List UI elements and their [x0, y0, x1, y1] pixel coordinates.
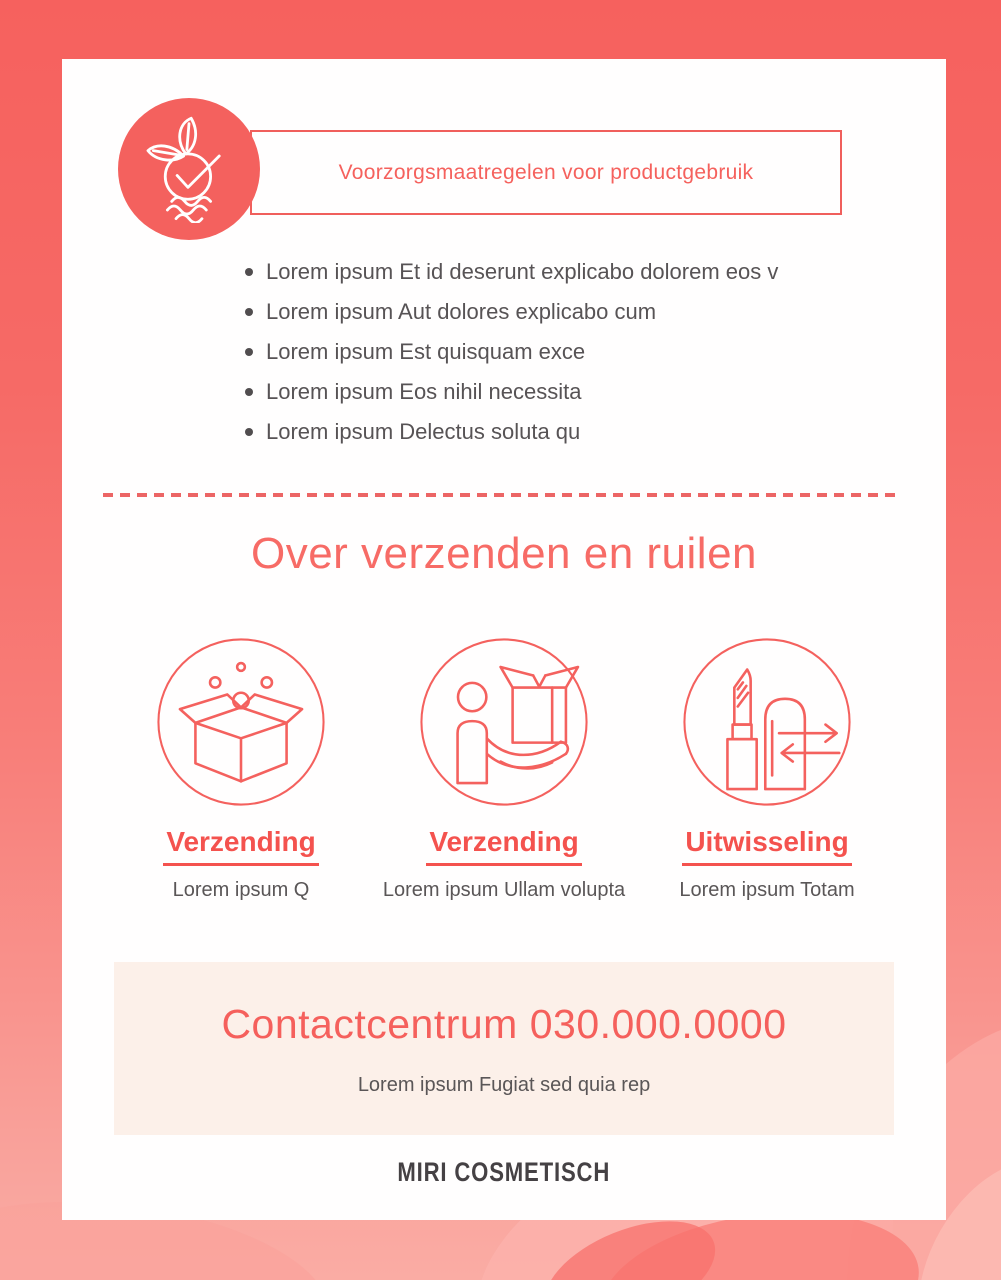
shipping-heading: Over verzenden en ruilen — [250, 529, 758, 578]
list-item — [62, 412, 946, 452]
shipping-card — [116, 636, 366, 902]
list-item — [62, 332, 946, 372]
brand-name: MIRI COSMETISCH — [397, 1157, 611, 1187]
list-item-text: Lorem ipsum Eos nihil necessita — [266, 379, 582, 404]
list-item — [62, 252, 946, 292]
list-item-text: Lorem ipsum Aut dolores explicabo cum — [266, 299, 657, 324]
cosmetics-exchange-icon — [681, 636, 853, 808]
contact-banner — [114, 962, 894, 1135]
brand-badge — [118, 98, 260, 240]
shipping-description: Lorem ipsum Q — [172, 879, 310, 901]
exchange-link[interactable]: Uitwisseling — [682, 826, 851, 866]
bullet-dot — [245, 388, 253, 396]
list-item-text: Lorem ipsum Delectus soluta qu — [266, 419, 581, 444]
dashed-divider — [103, 493, 900, 497]
shipping-cards-row — [62, 636, 946, 902]
bullet-dot — [245, 308, 253, 316]
list-item — [62, 292, 946, 332]
bullet-dot — [245, 428, 253, 436]
list-item-text: Lorem ipsum Est quisquam exce — [266, 339, 586, 364]
shipping-link[interactable]: Verzending — [163, 826, 318, 866]
open-box-icon — [155, 636, 327, 808]
shipping-description: Lorem ipsum Totam — [679, 879, 855, 901]
brand-footer — [62, 1157, 946, 1188]
precautions-title-box — [250, 130, 842, 215]
contact-phone: Contactcentrum 030.000.0000 — [221, 1000, 787, 1047]
list-item — [62, 372, 946, 412]
leaf-check-waves-icon — [135, 115, 243, 223]
precautions-list — [62, 252, 946, 452]
shipping-card — [379, 636, 629, 902]
contact-note: Lorem ipsum Fugiat sed quia rep — [357, 1073, 651, 1096]
hand-delivery-box-icon — [418, 636, 590, 808]
shipping-card — [642, 636, 892, 902]
shipping-description: Lorem ipsum Ullam volupta — [382, 879, 626, 901]
precautions-title: Voorzorgsmaatregelen voor productgebruik — [338, 160, 754, 184]
list-item-text: Lorem ipsum Et id deserunt explicabo dolorem eos v — [266, 259, 779, 284]
bullet-dot — [245, 348, 253, 356]
shipping-link[interactable]: Verzending — [426, 826, 581, 866]
content-card — [62, 59, 946, 1220]
bullet-dot — [245, 268, 253, 276]
